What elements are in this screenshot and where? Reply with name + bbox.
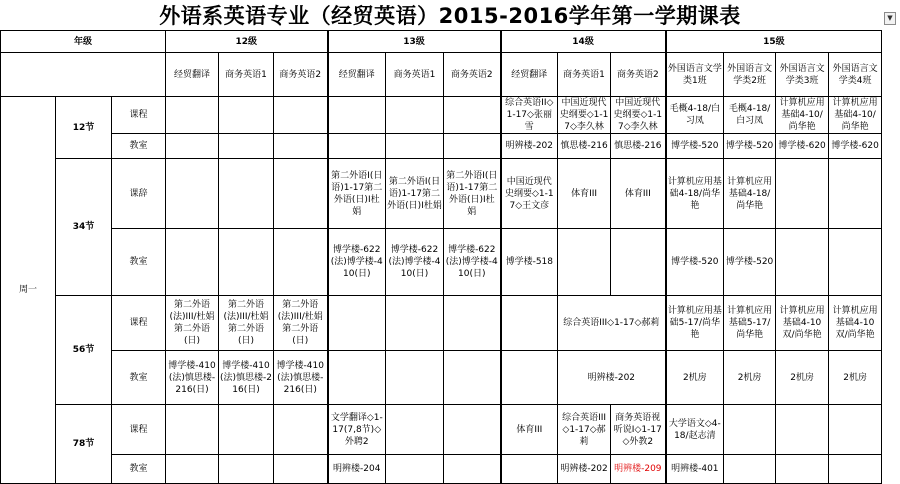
cell: 毛概4-18/白习凤 <box>666 97 724 134</box>
cell <box>328 134 386 159</box>
cell: 明辨楼-401 <box>666 455 724 484</box>
cell: 慎思楼-216 <box>611 134 666 159</box>
grade-15: 15级 <box>666 31 882 53</box>
cell <box>829 229 882 296</box>
page-title: 外语系英语专业（经贸英语）2015-2016学年第一学期课表 <box>0 0 900 30</box>
period-12: 12节 <box>56 97 112 159</box>
kind-room: 教室 <box>112 134 166 159</box>
cell: 博学楼-520 <box>724 229 776 296</box>
cell <box>328 351 386 405</box>
cell: 第二外语(法)III/杜娟第二外语(日) <box>219 296 274 351</box>
period-34: 34节 <box>56 159 112 296</box>
cell: 明辨楼-202 <box>501 134 558 159</box>
class-13-1: 经贸翻译 <box>328 53 386 97</box>
row-p78-course <box>1 405 900 455</box>
cell: 明辨楼-202 <box>558 455 611 484</box>
cell <box>386 455 444 484</box>
cell <box>166 97 219 134</box>
cell <box>274 97 328 134</box>
cell <box>501 351 558 405</box>
cell: 体育III <box>501 405 558 455</box>
cell: 2机房 <box>666 351 724 405</box>
kind-course: 课程 <box>112 296 166 351</box>
class-13-3: 商务英语2 <box>444 53 501 97</box>
grade-14: 14级 <box>501 31 666 53</box>
cell <box>219 455 274 484</box>
cell <box>386 405 444 455</box>
cell: 毛概4-18/白习凤 <box>724 97 776 134</box>
cell: 第二外语I(日语)1-17第二外语(日)I杜娟 <box>444 159 501 229</box>
cell: 计算机应用基础4-10/尚华艳 <box>829 97 882 134</box>
cell: 计算机应用基础4-18/尚华艳 <box>724 159 776 229</box>
cell: 博学楼-622(法)博学楼-410(日) <box>444 229 501 296</box>
cell: 第二外语(法)III/杜娟第二外语(日) <box>274 296 328 351</box>
cell: 综合英语III◇1-17◇郝莉 <box>558 405 611 455</box>
cell <box>444 296 501 351</box>
cell <box>386 351 444 405</box>
kind-room: 教室 <box>112 455 166 484</box>
cell <box>501 296 558 351</box>
cell: 计算机应用基础4-10双/尚华艳 <box>776 296 829 351</box>
kind-course: 课程 <box>112 97 166 134</box>
cell: 计算机应用基础5-17/尚华艳 <box>724 296 776 351</box>
cell <box>274 159 328 229</box>
class-12-2: 商务英语1 <box>219 53 274 97</box>
cell <box>166 455 219 484</box>
cell: 中国近现代史纲要◇1-17◇李久林 <box>558 97 611 134</box>
cell <box>558 229 611 296</box>
cell <box>829 405 882 455</box>
period-56: 56节 <box>56 296 112 405</box>
cell <box>776 229 829 296</box>
cell: 第二外语(法)III/杜娟第二外语(日) <box>166 296 219 351</box>
cell <box>274 134 328 159</box>
period-78: 78节 <box>56 405 112 484</box>
cell: 2机房 <box>829 351 882 405</box>
cell: 中国近现代史纲要◇1-17◇王文彦 <box>501 159 558 229</box>
cell <box>444 405 501 455</box>
class-15-2: 外国语言文学类2班 <box>724 53 776 97</box>
cell <box>274 405 328 455</box>
cell: 文学翻译◇1-17(7,8节)◇外聘2 <box>328 405 386 455</box>
cell <box>328 97 386 134</box>
cell <box>328 296 386 351</box>
cell <box>274 455 328 484</box>
row-p56-room <box>1 351 900 405</box>
cell <box>829 455 882 484</box>
cell <box>219 134 274 159</box>
cell: 综合英语II◇1-17◇张丽雪 <box>501 97 558 134</box>
cell: 计算机应用基础4-10/尚华艳 <box>776 97 829 134</box>
cell <box>611 229 666 296</box>
class-15-4: 外国语言文学类4班 <box>829 53 882 97</box>
cell <box>776 405 829 455</box>
row-p34-course <box>1 159 900 229</box>
class-14-2: 商务英语1 <box>558 53 611 97</box>
cell: 计算机应用基础4-18/尚华艳 <box>666 159 724 229</box>
cell <box>444 97 501 134</box>
cell: 博学楼-520 <box>724 134 776 159</box>
cell: 明辨楼-204 <box>328 455 386 484</box>
cell <box>219 97 274 134</box>
cell: 第二外语I(日语)1-17第二外语(日)I杜娟 <box>328 159 386 229</box>
cell: 博学楼-620 <box>829 134 882 159</box>
class-12-3: 商务英语2 <box>274 53 328 97</box>
cell <box>219 159 274 229</box>
cell <box>776 159 829 229</box>
cell: 博学楼-622(法)博学楼-410(日) <box>328 229 386 296</box>
row-p56-course <box>1 296 900 351</box>
cell: 商务英语视听说I◇1-17◇外教2 <box>611 405 666 455</box>
timetable <box>0 30 900 484</box>
cell: 博学楼-410(法)慎思楼-216(日) <box>219 351 274 405</box>
cell: 计算机应用基础5-17/尚华艳 <box>666 296 724 351</box>
cell: 慎思楼-216 <box>558 134 611 159</box>
cell: 博学楼-410(法)慎思楼-216(日) <box>274 351 328 405</box>
cell <box>724 405 776 455</box>
grade-header: 年级 <box>1 31 166 53</box>
cell <box>444 455 501 484</box>
cell: 综合英语III◇1-17◇郝莉 <box>558 296 666 351</box>
kind-room: 教室 <box>112 229 166 296</box>
cell: 计算机应用基础4-10双/尚华艳 <box>829 296 882 351</box>
class-14-1: 经贸翻译 <box>501 53 558 97</box>
kind-room: 教室 <box>112 351 166 405</box>
class-15-3: 外国语言文学类3班 <box>776 53 829 97</box>
filter-dropdown-icon[interactable]: ▼ <box>884 12 896 25</box>
row-p12-course <box>1 97 900 134</box>
cell <box>776 455 829 484</box>
class-15-1: 外国语言文学类1班 <box>666 53 724 97</box>
cell <box>166 405 219 455</box>
cell <box>501 455 558 484</box>
cell <box>444 351 501 405</box>
cell <box>219 229 274 296</box>
header-blank <box>1 53 166 97</box>
row-p78-room <box>1 455 900 484</box>
cell: 博学楼-520 <box>666 229 724 296</box>
cell <box>829 159 882 229</box>
cell: 中国近现代史纲要◇1-17◇李久林 <box>611 97 666 134</box>
cell <box>166 134 219 159</box>
cell <box>386 97 444 134</box>
cell: 博学楼-620 <box>776 134 829 159</box>
cell <box>166 159 219 229</box>
cell: 体育III <box>611 159 666 229</box>
cell <box>386 296 444 351</box>
grade-13: 13级 <box>328 31 501 53</box>
row-p34-room <box>1 229 900 296</box>
cell <box>444 134 501 159</box>
cell: 2机房 <box>724 351 776 405</box>
cell: 博学楼-622(法)博学楼-410(日) <box>386 229 444 296</box>
grade-12: 12级 <box>166 31 328 53</box>
cell: 体育III <box>558 159 611 229</box>
row-p12-room <box>1 134 900 159</box>
kind-course: 课程 <box>112 405 166 455</box>
cell <box>386 134 444 159</box>
class-12-1: 经贸翻译 <box>166 53 219 97</box>
class-13-2: 商务英语1 <box>386 53 444 97</box>
cell <box>166 229 219 296</box>
cell: 博学楼-520 <box>666 134 724 159</box>
cell: 2机房 <box>776 351 829 405</box>
cell: 博学楼-518 <box>501 229 558 296</box>
kind-course-alt: 课辞 <box>112 159 166 229</box>
cell: 大学语文◇4-18/赵志清 <box>666 405 724 455</box>
cell <box>724 455 776 484</box>
cell: 明辨楼-209 <box>611 455 666 484</box>
cell <box>274 229 328 296</box>
class-14-3: 商务英语2 <box>611 53 666 97</box>
cell: 第二外语I(日语)1-17第二外语(日)I杜娟 <box>386 159 444 229</box>
cell <box>219 405 274 455</box>
cell: 明辨楼-202 <box>558 351 666 405</box>
cell: 博学楼-410(法)慎思楼-216(日) <box>166 351 219 405</box>
day-label: 周一 <box>1 97 56 484</box>
